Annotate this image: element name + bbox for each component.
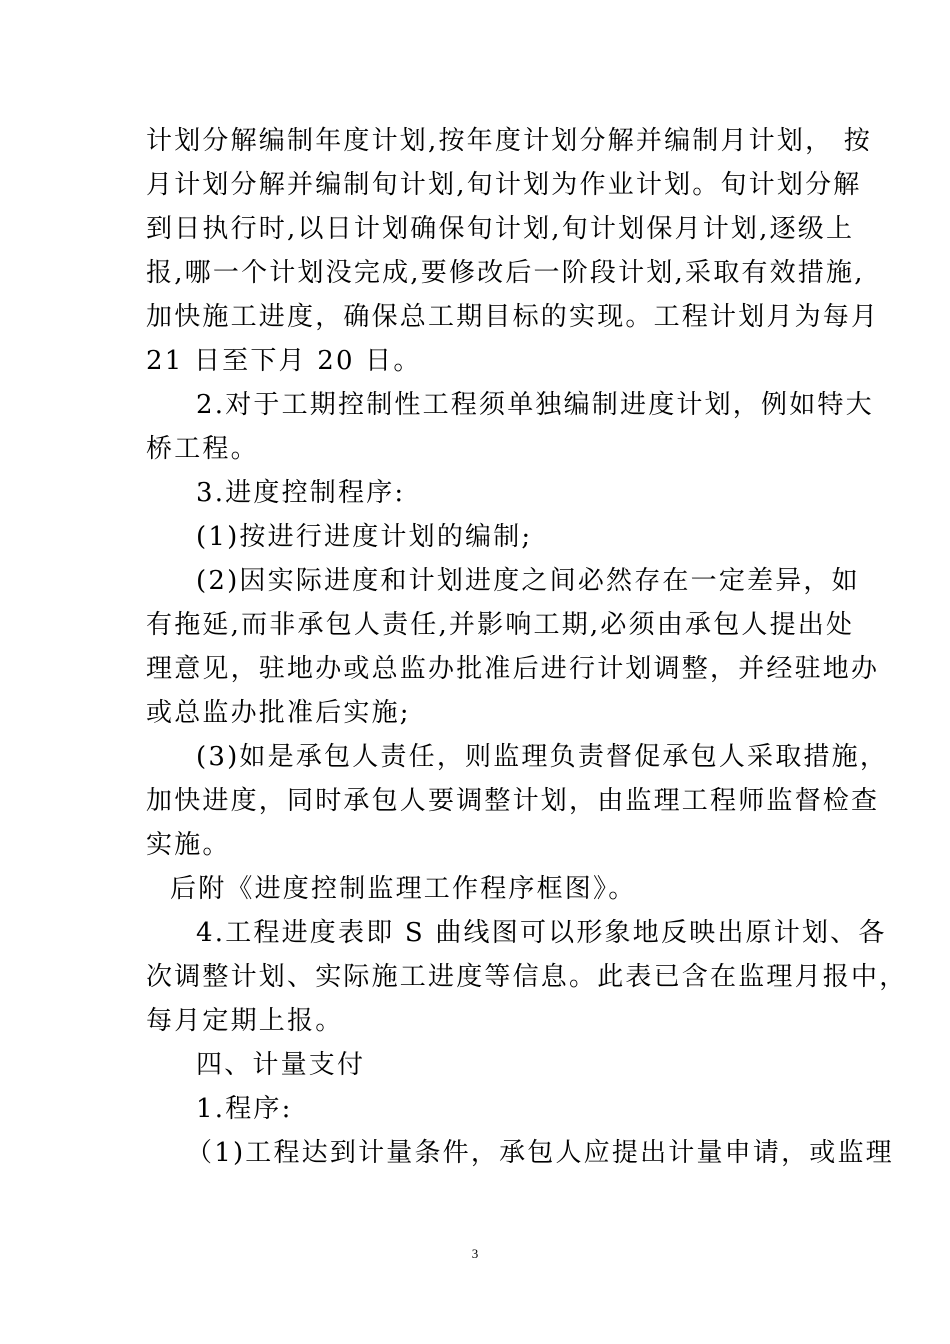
text-line-7: 2.对于工期控制性工程须单独编制进度计划，例如特大: [196, 390, 874, 420]
text-line-2: 月计划分解并编制旬计划,旬计划为作业计划。旬计划分解: [146, 170, 862, 200]
section-heading: 四、计量支付: [196, 1050, 366, 1080]
text-line-24: （1)工程达到计量条件，承包人应提出计量申请，或监理: [186, 1138, 894, 1168]
text-line-1: 计划分解编制年度计划,按年度计划分解并编制月计划， 按: [146, 126, 872, 156]
text-line-13: 理意见，驻地办或总监办批准后进行计划调整，并经驻地办: [146, 654, 880, 684]
text-line-14: 或总监办批准后实施;: [146, 698, 411, 728]
text-line-19: 4.工程进度表即 S 曲线图可以形象地反映出原计划、各: [196, 918, 887, 948]
text-line-5: 加快施工进度，确保总工期目标的实现。工程计划月为每月: [146, 302, 880, 332]
text-line-12: 有拖延,而非承包人责任,并影响工期,必须由承包人提出处: [146, 610, 855, 640]
text-line-10: (1)按进行进度计划的编制;: [196, 522, 533, 552]
text-line-6: 21 日至下月 20 日。: [146, 346, 422, 376]
text-line-20: 次调整计划、实际施工进度等信息。此表已含在监理月报中，: [146, 962, 908, 992]
text-line-16: 加快进度，同时承包人要调整计划，由监理工程师监督检查: [146, 786, 880, 816]
text-line-8: 桥工程。: [146, 434, 259, 464]
text-line-17: 实施。: [146, 830, 231, 860]
text-line-3: 到日执行时,以日计划确保旬计划,旬计划保月计划,逐级上: [146, 214, 855, 244]
text-line-4: 报,哪一个计划没完成,要修改后一阶段计划,采取有效措施,: [146, 258, 865, 288]
text-line-11: (2)因实际进度和计划进度之间必然存在一定差异，如: [196, 566, 860, 596]
text-line-18: 后附《进度控制监理工作程序框图》。: [170, 874, 637, 904]
page-number: 3: [471, 1246, 479, 1261]
text-line-15: (3)如是承包人责任，则监理负责督促承包人采取措施，: [196, 742, 889, 772]
text-line-21: 每月定期上报。: [146, 1006, 344, 1036]
text-line-9: 3.进度控制程序:: [196, 478, 406, 508]
text-line-23: 1.程序:: [196, 1094, 293, 1124]
